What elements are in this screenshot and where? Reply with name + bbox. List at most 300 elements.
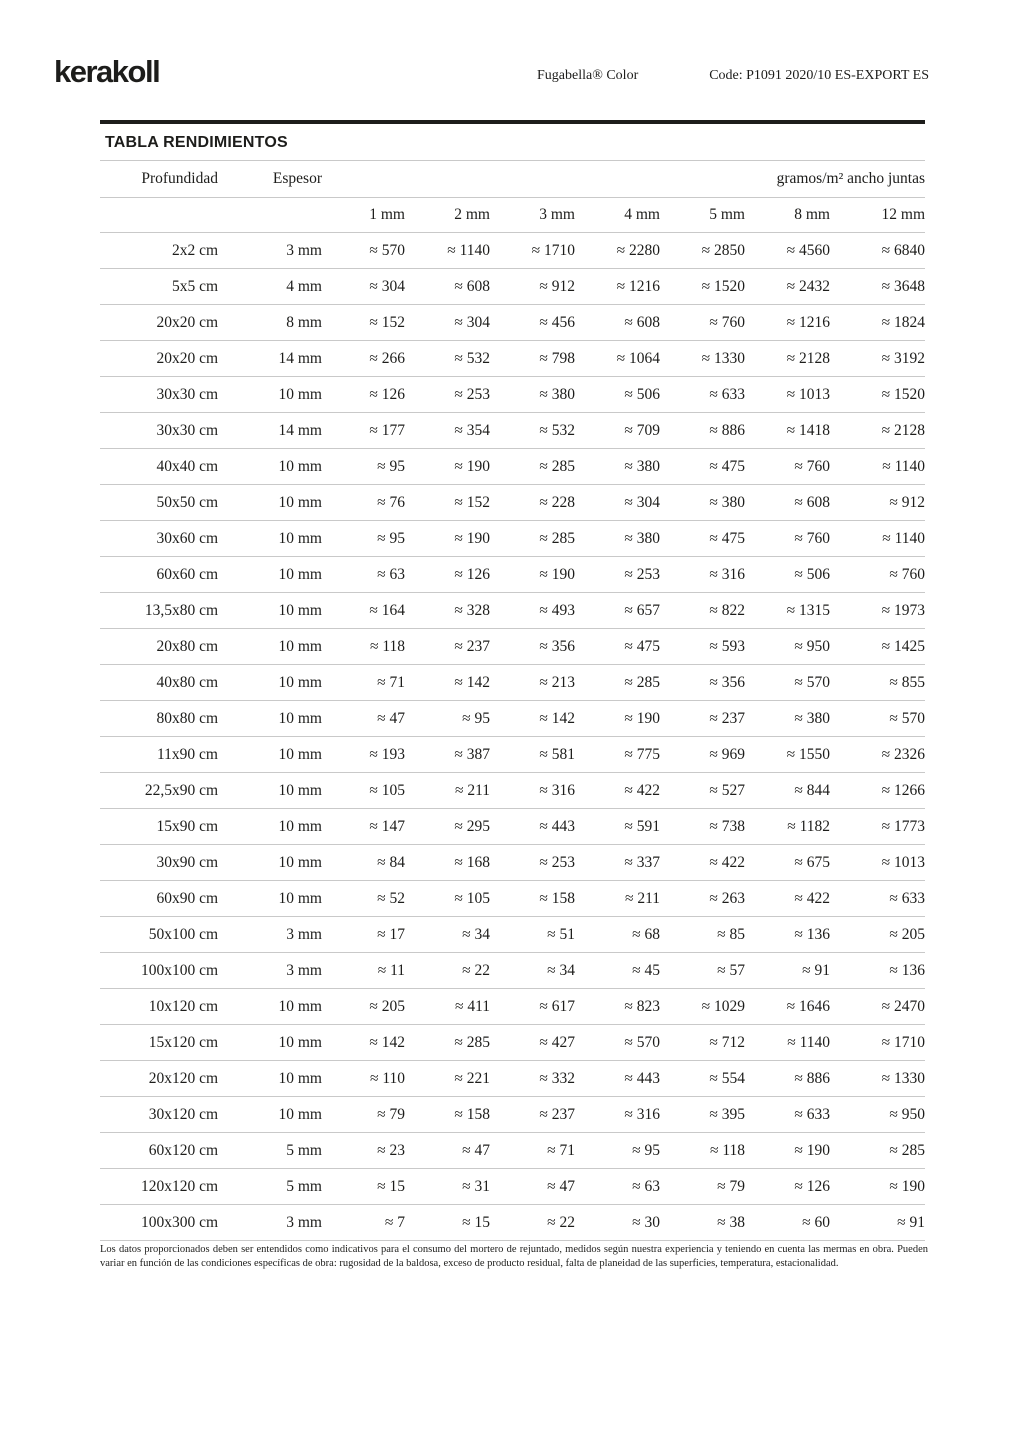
cell-profundidad: 40x80 cm [156, 673, 218, 691]
cell-consumo: ≈ 95 [377, 457, 405, 475]
mm-col-header: 12 mm [881, 206, 926, 223]
cell-consumo: ≈ 760 [794, 529, 830, 547]
table-row [100, 665, 925, 701]
cell-profundidad: 20x80 cm [156, 637, 218, 655]
cell-consumo: ≈ 47 [377, 709, 405, 727]
cell-consumo: ≈ 31 [462, 1177, 490, 1195]
cell-consumo: ≈ 266 [369, 349, 405, 367]
cell-consumo: ≈ 164 [369, 601, 405, 619]
cell-consumo: ≈ 570 [624, 1033, 660, 1051]
cell-consumo: ≈ 969 [709, 745, 745, 763]
cell-consumo: ≈ 1140 [447, 241, 490, 259]
cell-consumo: ≈ 126 [454, 565, 490, 583]
cell-consumo: ≈ 422 [709, 853, 745, 871]
table-row [100, 809, 925, 845]
cell-consumo: ≈ 211 [454, 781, 490, 799]
cell-consumo: ≈ 95 [462, 709, 490, 727]
mm-col-header: 5 mm [709, 206, 745, 223]
cell-consumo: ≈ 60 [802, 1213, 830, 1231]
cell-profundidad: 60x60 cm [156, 565, 218, 583]
cell-consumo: ≈ 52 [377, 889, 405, 907]
cell-consumo: ≈ 387 [454, 745, 490, 763]
product-name: Fugabella® Color [537, 68, 639, 83]
cell-consumo: ≈ 581 [539, 745, 575, 763]
cell-consumo: ≈ 411 [454, 997, 490, 1015]
document-code: Code: P1091 2020/10 ES-EXPORT ES [709, 68, 929, 83]
cell-consumo: ≈ 2432 [786, 277, 830, 295]
cell-consumo: ≈ 285 [889, 1141, 926, 1159]
cell-espesor: 10 mm [278, 529, 322, 547]
cell-consumo: ≈ 177 [369, 421, 405, 439]
cell-consumo: ≈ 304 [624, 493, 660, 511]
cell-consumo: ≈ 570 [889, 709, 926, 727]
cell-consumo: ≈ 422 [624, 781, 660, 799]
cell-consumo: ≈ 1330 [881, 1069, 926, 1087]
cell-consumo: ≈ 855 [889, 673, 926, 691]
cell-consumo: ≈ 211 [624, 889, 660, 907]
cell-espesor: 10 mm [278, 853, 322, 871]
table-row [100, 341, 925, 377]
cell-consumo: ≈ 17 [377, 925, 405, 943]
table-row [100, 305, 925, 341]
cell-espesor: 10 mm [278, 889, 322, 907]
cell-consumo: ≈ 798 [539, 349, 575, 367]
cell-consumo: ≈ 760 [889, 565, 926, 583]
cell-consumo: ≈ 190 [454, 529, 490, 547]
cell-consumo: ≈ 38 [717, 1213, 745, 1231]
cell-espesor: 5 mm [286, 1177, 322, 1195]
cell-espesor: 10 mm [278, 781, 322, 799]
cell-consumo: ≈ 295 [454, 817, 490, 835]
mm-col-header: 3 mm [539, 206, 575, 223]
cell-consumo: ≈ 118 [369, 637, 405, 655]
cell-profundidad: 5x5 cm [171, 277, 218, 295]
cell-profundidad: 50x50 cm [156, 493, 218, 511]
cell-consumo: ≈ 337 [624, 853, 660, 871]
cell-consumo: ≈ 593 [709, 637, 745, 655]
cell-consumo: ≈ 51 [547, 925, 575, 943]
cell-profundidad: 100x100 cm [140, 961, 218, 979]
cell-consumo: ≈ 85 [717, 925, 745, 943]
cell-consumo: ≈ 316 [539, 781, 575, 799]
cell-profundidad: 20x20 cm [156, 313, 218, 331]
cell-profundidad: 60x90 cm [156, 889, 218, 907]
cell-consumo: ≈ 356 [709, 673, 745, 691]
cell-consumo: ≈ 823 [624, 997, 660, 1015]
cell-consumo: ≈ 1182 [787, 817, 830, 835]
table-row [100, 269, 925, 305]
cell-consumo: ≈ 1140 [787, 1033, 830, 1051]
table-row [100, 593, 925, 629]
cell-profundidad: 20x20 cm [156, 349, 218, 367]
cell-consumo: ≈ 617 [539, 997, 575, 1015]
cell-consumo: ≈ 57 [717, 961, 745, 979]
table-row [100, 917, 925, 953]
footnote: Los datos proporcionados deben ser entendidos como indicativos para el consumo del mortero de rejuntado, medidos según nuestra experiencia y teniendo en cuenta las mermas en obra. Pueden variar en función de las condiciones específicas de obra: rugosidad de la baldosa, exceso de producto residual, falta de planeidad de las superficies, temperatura, estacionalidad. [100, 1244, 928, 1269]
table-row [100, 413, 925, 449]
cell-consumo: ≈ 608 [794, 493, 830, 511]
cell-espesor: 3 mm [286, 241, 322, 259]
cell-consumo: ≈ 205 [369, 997, 405, 1015]
cell-consumo: ≈ 506 [794, 565, 830, 583]
cell-consumo: ≈ 427 [539, 1033, 575, 1051]
cell-consumo: ≈ 23 [377, 1141, 405, 1159]
cell-consumo: ≈ 1646 [786, 997, 830, 1015]
cell-profundidad: 15x90 cm [156, 817, 218, 835]
cell-consumo: ≈ 633 [709, 385, 745, 403]
cell-consumo: ≈ 633 [889, 889, 926, 907]
cell-consumo: ≈ 2470 [881, 997, 926, 1015]
cell-espesor: 10 mm [278, 1069, 322, 1087]
cell-consumo: ≈ 71 [547, 1141, 575, 1159]
cell-consumo: ≈ 328 [454, 601, 490, 619]
cell-consumo: ≈ 63 [377, 565, 405, 583]
cell-consumo: ≈ 395 [709, 1105, 745, 1123]
cell-consumo: ≈ 422 [794, 889, 830, 907]
cell-espesor: 10 mm [278, 457, 322, 475]
cell-consumo: ≈ 304 [369, 277, 405, 295]
cell-consumo: ≈ 2128 [881, 421, 926, 439]
cell-consumo: ≈ 190 [539, 565, 575, 583]
cell-consumo: ≈ 11 [377, 961, 405, 979]
cell-consumo: ≈ 79 [377, 1105, 405, 1123]
cell-espesor: 8 mm [286, 313, 322, 331]
table-row [100, 1205, 925, 1241]
cell-consumo: ≈ 2280 [616, 241, 660, 259]
cell-consumo: ≈ 126 [794, 1177, 830, 1195]
cell-consumo: ≈ 84 [377, 853, 405, 871]
cell-consumo: ≈ 34 [462, 925, 490, 943]
cell-consumo: ≈ 63 [632, 1177, 660, 1195]
cell-consumo: ≈ 608 [454, 277, 490, 295]
cell-consumo: ≈ 475 [624, 637, 660, 655]
cell-consumo: ≈ 380 [709, 493, 745, 511]
cell-consumo: ≈ 1425 [881, 637, 926, 655]
cell-consumo: ≈ 443 [539, 817, 575, 835]
table-row [100, 1061, 925, 1097]
cell-consumo: ≈ 591 [624, 817, 660, 835]
cell-espesor: 10 mm [278, 601, 322, 619]
table-row [100, 845, 925, 881]
cell-espesor: 10 mm [278, 709, 322, 727]
cell-consumo: ≈ 844 [794, 781, 830, 799]
cell-profundidad: 2x2 cm [171, 241, 218, 259]
cell-consumo: ≈ 475 [709, 529, 745, 547]
cell-consumo: ≈ 1315 [786, 601, 830, 619]
cell-consumo: ≈ 228 [539, 493, 575, 511]
mm-col-header: 2 mm [454, 206, 490, 223]
cell-consumo: ≈ 47 [547, 1177, 575, 1195]
cell-consumo: ≈ 1824 [881, 313, 926, 331]
mm-col-header: 4 mm [624, 206, 660, 223]
cell-consumo: ≈ 456 [539, 313, 575, 331]
table-row [100, 1133, 925, 1169]
cell-consumo: ≈ 190 [794, 1141, 830, 1159]
table-row [100, 701, 925, 737]
cell-espesor: 10 mm [278, 673, 322, 691]
cell-consumo: ≈ 190 [889, 1177, 926, 1195]
cell-consumo: ≈ 285 [624, 673, 660, 691]
cell-consumo: ≈ 380 [624, 457, 660, 475]
cell-espesor: 3 mm [286, 1213, 322, 1231]
cell-consumo: ≈ 738 [709, 817, 745, 835]
cell-consumo: ≈ 1418 [786, 421, 830, 439]
cell-espesor: 10 mm [278, 997, 322, 1015]
cell-profundidad: 20x120 cm [148, 1069, 218, 1087]
cell-profundidad: 22,5x90 cm [144, 781, 218, 799]
cell-consumo: ≈ 356 [539, 637, 575, 655]
cell-consumo: ≈ 332 [539, 1069, 575, 1087]
cell-consumo: ≈ 237 [709, 709, 745, 727]
cell-consumo: ≈ 304 [454, 313, 490, 331]
cell-espesor: 10 mm [278, 565, 322, 583]
cell-consumo: ≈ 263 [709, 889, 745, 907]
cell-espesor: 3 mm [286, 961, 322, 979]
cell-consumo: ≈ 142 [369, 1033, 405, 1051]
cell-espesor: 3 mm [286, 925, 322, 943]
cell-consumo: ≈ 1266 [881, 781, 926, 799]
cell-consumo: ≈ 205 [889, 925, 926, 943]
cell-consumo: ≈ 380 [539, 385, 575, 403]
table-row [100, 773, 925, 809]
cell-consumo: ≈ 950 [794, 637, 830, 655]
cell-consumo: ≈ 152 [454, 493, 490, 511]
cell-consumo: ≈ 136 [794, 925, 830, 943]
cell-consumo: ≈ 22 [547, 1213, 575, 1231]
cell-consumo: ≈ 3648 [881, 277, 926, 295]
cell-profundidad: 80x80 cm [156, 709, 218, 727]
cell-consumo: ≈ 71 [377, 673, 405, 691]
cell-consumo: ≈ 285 [539, 529, 575, 547]
cell-consumo: ≈ 532 [539, 421, 575, 439]
cell-consumo: ≈ 608 [624, 313, 660, 331]
cell-consumo: ≈ 760 [794, 457, 830, 475]
cell-consumo: ≈ 380 [794, 709, 830, 727]
cell-consumo: ≈ 118 [709, 1141, 745, 1159]
kerakoll-logo: kerakoll [54, 54, 160, 89]
table-row [100, 233, 925, 269]
table-row [100, 989, 925, 1025]
cell-consumo: ≈ 1330 [701, 349, 745, 367]
empty-header-cell [100, 198, 218, 233]
cell-consumo: ≈ 709 [624, 421, 660, 439]
cell-consumo: ≈ 886 [709, 421, 745, 439]
cell-profundidad: 30x30 cm [156, 385, 218, 403]
col-header-espesor: Espesor [272, 170, 322, 187]
cell-consumo: ≈ 950 [889, 1105, 926, 1123]
cell-consumo: ≈ 1710 [531, 241, 575, 259]
cell-consumo: ≈ 237 [539, 1105, 575, 1123]
cell-consumo: ≈ 6840 [881, 241, 926, 259]
cell-consumo: ≈ 1773 [881, 817, 926, 835]
empty-header-cell [218, 198, 322, 233]
rendimientos-section [100, 120, 925, 1241]
table-row [100, 737, 925, 773]
cell-espesor: 10 mm [278, 637, 322, 655]
table-row [100, 1025, 925, 1061]
table-row [100, 629, 925, 665]
cell-consumo: ≈ 47 [462, 1141, 490, 1159]
cell-consumo: ≈ 4560 [786, 241, 830, 259]
cell-profundidad: 30x60 cm [156, 529, 218, 547]
cell-espesor: 10 mm [278, 493, 322, 511]
cell-consumo: ≈ 142 [454, 673, 490, 691]
table-row [100, 521, 925, 557]
table-title: TABLA RENDIMIENTOS [105, 134, 288, 151]
cell-consumo: ≈ 1550 [786, 745, 830, 763]
cell-consumo: ≈ 253 [454, 385, 490, 403]
cell-consumo: ≈ 237 [454, 637, 490, 655]
cell-espesor: 4 mm [286, 277, 322, 295]
cell-consumo: ≈ 506 [624, 385, 660, 403]
cell-consumo: ≈ 105 [454, 889, 490, 907]
cell-consumo: ≈ 554 [709, 1069, 745, 1087]
cell-consumo: ≈ 2128 [786, 349, 830, 367]
cell-profundidad: 15x120 cm [148, 1033, 218, 1051]
cell-consumo: ≈ 193 [369, 745, 405, 763]
cell-consumo: ≈ 15 [377, 1177, 405, 1195]
table-row [100, 557, 925, 593]
cell-consumo: ≈ 142 [539, 709, 575, 727]
cell-espesor: 5 mm [286, 1141, 322, 1159]
cell-consumo: ≈ 493 [539, 601, 575, 619]
cell-consumo: ≈ 110 [369, 1069, 405, 1087]
table-row [100, 881, 925, 917]
cell-profundidad: 100x300 cm [140, 1213, 218, 1231]
cell-profundidad: 40x40 cm [156, 457, 218, 475]
cell-consumo: ≈ 126 [369, 385, 405, 403]
mm-col-header: 8 mm [794, 206, 830, 223]
cell-consumo: ≈ 527 [709, 781, 745, 799]
cell-consumo: ≈ 1710 [881, 1033, 926, 1051]
cell-profundidad: 60x120 cm [148, 1141, 218, 1159]
cell-consumo: ≈ 1140 [882, 529, 926, 547]
cell-consumo: ≈ 532 [454, 349, 490, 367]
cell-consumo: ≈ 1216 [786, 313, 830, 331]
cell-espesor: 10 mm [278, 745, 322, 763]
cell-consumo: ≈ 136 [889, 961, 926, 979]
cell-consumo: ≈ 253 [539, 853, 575, 871]
cell-consumo: ≈ 1216 [616, 277, 660, 295]
cell-consumo: ≈ 354 [454, 421, 490, 439]
cell-consumo: ≈ 285 [454, 1033, 490, 1051]
mm-header-row [100, 198, 925, 233]
table-row [100, 1169, 925, 1205]
cell-consumo: ≈ 2326 [881, 745, 926, 763]
cell-consumo: ≈ 190 [454, 457, 490, 475]
cell-profundidad: 11x90 cm [157, 745, 218, 763]
cell-consumo: ≈ 285 [539, 457, 575, 475]
cell-espesor: 10 mm [278, 817, 322, 835]
table-row [100, 485, 925, 521]
col-group-header-gramos: gramos/m² ancho juntas [776, 170, 926, 187]
cell-espesor: 14 mm [278, 421, 322, 439]
cell-consumo: ≈ 15 [462, 1213, 490, 1231]
cell-consumo: ≈ 657 [624, 601, 660, 619]
cell-consumo: ≈ 912 [889, 493, 926, 511]
cell-profundidad: 30x90 cm [156, 853, 218, 871]
cell-consumo: ≈ 1520 [881, 385, 926, 403]
cell-consumo: ≈ 316 [709, 565, 745, 583]
cell-espesor: 14 mm [278, 349, 322, 367]
cell-consumo: ≈ 712 [709, 1033, 745, 1051]
cell-consumo: ≈ 3192 [881, 349, 926, 367]
cell-espesor: 10 mm [278, 385, 322, 403]
cell-consumo: ≈ 213 [539, 673, 575, 691]
cell-consumo: ≈ 158 [539, 889, 575, 907]
cell-profundidad: 13,5x80 cm [144, 601, 218, 619]
cell-consumo: ≈ 221 [454, 1069, 490, 1087]
cell-consumo: ≈ 1973 [881, 601, 926, 619]
cell-profundidad: 30x30 cm [156, 421, 218, 439]
cell-consumo: ≈ 886 [794, 1069, 830, 1087]
cell-consumo: ≈ 570 [369, 241, 405, 259]
cell-consumo: ≈ 1520 [701, 277, 745, 295]
cell-consumo: ≈ 158 [454, 1105, 490, 1123]
table-row [100, 953, 925, 989]
table-header-row [100, 161, 925, 198]
cell-espesor: 10 mm [278, 1105, 322, 1123]
table-row [100, 1097, 925, 1133]
cell-consumo: ≈ 1013 [786, 385, 830, 403]
cell-consumo: ≈ 775 [624, 745, 660, 763]
cell-consumo: ≈ 2850 [701, 241, 745, 259]
cell-consumo: ≈ 1013 [881, 853, 926, 871]
table-row [100, 377, 925, 413]
cell-consumo: ≈ 1140 [882, 457, 926, 475]
cell-consumo: ≈ 443 [624, 1069, 660, 1087]
rendimientos-table [100, 160, 925, 1241]
cell-profundidad: 10x120 cm [148, 997, 218, 1015]
cell-consumo: ≈ 1064 [616, 349, 660, 367]
cell-consumo: ≈ 91 [802, 961, 830, 979]
col-header-profundidad: Profundidad [141, 170, 218, 187]
cell-consumo: ≈ 105 [369, 781, 405, 799]
cell-profundidad: 30x120 cm [148, 1105, 218, 1123]
cell-consumo: ≈ 253 [624, 565, 660, 583]
cell-profundidad: 120x120 cm [140, 1177, 218, 1195]
cell-profundidad: 50x100 cm [148, 925, 218, 943]
mm-col-header: 1 mm [369, 206, 405, 223]
cell-consumo: ≈ 1029 [701, 997, 745, 1015]
cell-consumo: ≈ 168 [454, 853, 490, 871]
cell-consumo: ≈ 760 [709, 313, 745, 331]
cell-consumo: ≈ 30 [632, 1213, 660, 1231]
cell-espesor: 10 mm [278, 1033, 322, 1051]
cell-consumo: ≈ 475 [709, 457, 745, 475]
cell-consumo: ≈ 68 [632, 925, 660, 943]
cell-consumo: ≈ 190 [624, 709, 660, 727]
cell-consumo: ≈ 633 [794, 1105, 830, 1123]
cell-consumo: ≈ 912 [539, 277, 575, 295]
cell-consumo: ≈ 152 [369, 313, 405, 331]
cell-consumo: ≈ 79 [717, 1177, 745, 1195]
cell-consumo: ≈ 675 [794, 853, 830, 871]
cell-consumo: ≈ 316 [624, 1105, 660, 1123]
cell-consumo: ≈ 22 [462, 961, 490, 979]
cell-consumo: ≈ 95 [377, 529, 405, 547]
cell-consumo: ≈ 570 [794, 673, 830, 691]
cell-consumo: ≈ 147 [369, 817, 405, 835]
cell-consumo: ≈ 7 [384, 1213, 405, 1231]
cell-consumo: ≈ 380 [624, 529, 660, 547]
cell-consumo: ≈ 95 [632, 1141, 660, 1159]
cell-consumo: ≈ 76 [377, 493, 405, 511]
cell-consumo: ≈ 45 [632, 961, 660, 979]
cell-consumo: ≈ 91 [897, 1213, 926, 1231]
cell-consumo: ≈ 34 [547, 961, 575, 979]
cell-consumo: ≈ 822 [709, 601, 745, 619]
